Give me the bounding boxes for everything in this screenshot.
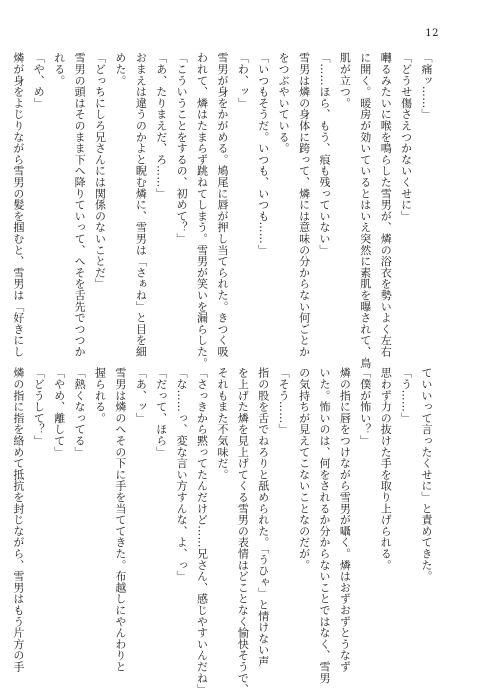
text-line: 「どっちにしろ兄さんには関係のないことだ」 bbox=[93, 52, 107, 290]
text-line: 「どうせ傷さえつかないくせに」 bbox=[399, 52, 413, 222]
text-line: 「……ほら、もう、痕も残っていない」 bbox=[317, 52, 331, 256]
text-line: それもまた不気味だ。 bbox=[215, 367, 229, 480]
text-line: 「な……っ、変な言い方すんな、よ、っ」 bbox=[175, 367, 189, 582]
text-line: 「あ、たりまえだ、ろ……」 bbox=[154, 52, 168, 199]
text-line: 「さっきから黙ってたんだけど……兄さん、感じやすいんだね」 bbox=[195, 367, 209, 695]
text-line: 「やめ、離して」 bbox=[52, 367, 66, 458]
text-line: 「いつもそうだ。いつも、いつも……」 bbox=[256, 52, 270, 256]
text-line: 燐の指に唇をつけながら雪男が囁く。燐はおずおずとうなず bbox=[338, 367, 352, 673]
page-number: 12 bbox=[425, 28, 439, 39]
text-line: 握られる。 bbox=[93, 367, 107, 424]
text-line: 燐が身をよじりながら雪男の髪を掴むと、雪男は「好きにし bbox=[11, 52, 25, 358]
text-line: 雪男が身をかがめる。鳩尾に唇が押し当てられた。きつく吸 bbox=[215, 52, 229, 358]
text-line: 「僕が怖い？」 bbox=[358, 367, 372, 447]
text-line: 「わ、ッ」 bbox=[236, 52, 250, 109]
text-line: われて、燐はたまらず跳ねてしまう。雪男が笑いを漏らした。 bbox=[195, 52, 209, 369]
text-line: 指の股を舌でねろりと舐められた。「うひゃ」と情けない声 bbox=[256, 367, 270, 667]
text-line: れる。 bbox=[52, 52, 66, 86]
text-line: 雪男の頭はそのまま下へ降りていって、へそを舌先でつつか bbox=[73, 52, 87, 358]
text-line: めた。 bbox=[113, 52, 127, 86]
text-line: 「痛ッ……」 bbox=[420, 52, 433, 120]
text-line: 囀るみたいに喉を鳴らした雪男が、燐の浴衣を勢いよく左右 bbox=[379, 52, 393, 358]
text-line: 燐の指に指を絡めて抵抗を封じながら、雪男はもう片方の手 bbox=[11, 367, 25, 673]
text-block-top bbox=[11, 52, 436, 369]
text-line: 「どうして？」 bbox=[32, 367, 46, 447]
text-line: 肌が立つ。 bbox=[338, 52, 352, 109]
text-line: おまえは違うのかよと睨む燐に、雪男は「さぁね」と目を細 bbox=[134, 52, 148, 358]
text-line: 思わず力の抜けた手を取り上げられる。 bbox=[379, 367, 393, 571]
text-line: の気持ちが見えてこないことなのだが。 bbox=[297, 367, 311, 571]
text-line: 雪男は燐の身体に跨って、燐には意味の分からない何ごとか bbox=[297, 52, 311, 358]
text-line: 「こういうことをするの、初めて？」 bbox=[175, 52, 189, 245]
text-line: 「や、め」 bbox=[32, 52, 46, 109]
text-line: を上げた燐を見上げてくる雪男の表情はどことなく愉快そうで、 bbox=[236, 367, 250, 695]
text-line: 雪男は燐のへその下に手を当ててきた。布越しにやんわりと bbox=[113, 367, 127, 673]
text-line: をつぶやいている。 bbox=[277, 52, 291, 154]
text-line: いた。怖いのは、何をされるか分からないことではなく、雪男 bbox=[317, 367, 331, 684]
text-line: 「熱くなってる」 bbox=[73, 367, 87, 458]
text-line: 「あ、ッ」 bbox=[134, 367, 148, 424]
text-line: ていいって言ったくせに」と責めてきた。 bbox=[420, 367, 433, 582]
text-block-bottom bbox=[11, 367, 436, 695]
text-line: 「う……」 bbox=[399, 367, 413, 424]
text-line: 「そう……」 bbox=[277, 367, 291, 435]
text-line: 「だって、ほら」 bbox=[154, 367, 168, 458]
text-line: に開く。暖房が効いているとはいえ突然に素肌を曝されて、鳥 bbox=[358, 52, 372, 369]
